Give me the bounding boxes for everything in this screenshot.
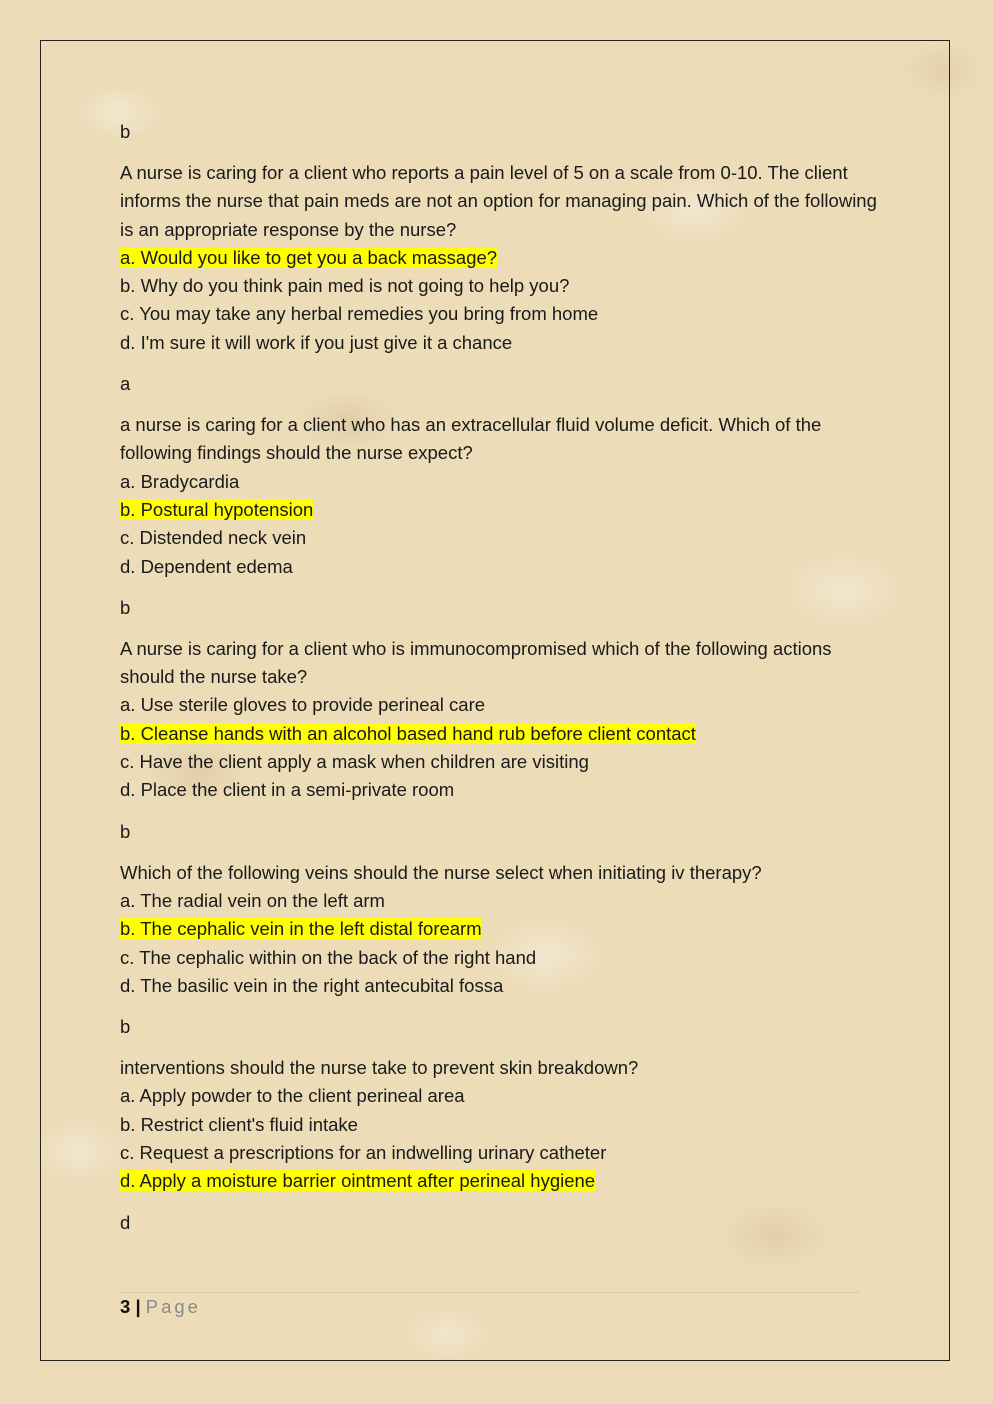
question-block <box>120 635 880 805</box>
answer-line: b <box>120 121 131 142</box>
answer-option <box>120 1167 880 1195</box>
highlighted-option-text: a. Would you like to get you a back massage? <box>120 246 498 268</box>
question-stem: Which of the following veins should the nurse select when initiating iv therapy? <box>120 861 762 883</box>
answer-line: b <box>120 596 131 618</box>
answer-option: d. Dependent edema <box>120 555 293 577</box>
answer-option: d. I'm sure it will work if you just give it a chance <box>120 331 513 353</box>
answer-option <box>120 244 880 272</box>
highlighted-option-text: b. The cephalic vein in the left distal forearm <box>120 918 482 940</box>
question-stem: A nurse is caring for a client who reports a pain level of 5 on a scale from 0-10. The client informs the nurse that pain meds are not an option for managing pain. Which of the following is an appropriate response by the nurse? <box>120 162 877 240</box>
answer-option <box>120 496 880 524</box>
page-footer <box>120 1296 201 1318</box>
footer-divider <box>120 1292 860 1293</box>
question-stem: interventions should the nurse take to prevent skin breakdown? <box>120 1057 639 1079</box>
answer-option: c. Distended neck vein <box>120 527 307 549</box>
page-number: 3 <box>120 1296 131 1317</box>
answer-option: c. Have the client apply a mask when children are visiting <box>120 751 589 773</box>
question-stem: a nurse is caring for a client who has an extracellular fluid volume deficit. Which of the following findings should the nurse expect? <box>120 414 822 464</box>
question-stem: A nurse is caring for a client who is immunocompromised which of the following actions should the nurse take? <box>120 637 832 688</box>
footer-separator: | <box>135 1296 141 1317</box>
answer-option: a. Apply powder to the client perineal area <box>120 1085 465 1107</box>
question-block <box>120 1054 880 1195</box>
page-label: Page <box>145 1296 201 1317</box>
answer-option <box>120 915 880 943</box>
highlighted-option-text: b. Postural hypotension <box>120 498 314 520</box>
highlighted-option-text: b. Cleanse hands with an alcohol based hand rub before client contact <box>120 722 696 744</box>
answer-option: c. You may take any herbal remedies you bring from home <box>120 303 599 325</box>
answer-option: c. Request a prescriptions for an indwelling urinary catheter <box>120 1142 607 1164</box>
answer-option: a. Bradycardia <box>120 470 240 492</box>
answer-option: c. The cephalic within on the back of the right hand <box>120 946 537 968</box>
answer-option: b. Restrict client's fluid intake <box>120 1113 358 1135</box>
answer-line: d <box>120 1211 131 1233</box>
answer-option: b. Why do you think pain med is not going to help you? <box>120 275 570 297</box>
question-block <box>120 859 880 1000</box>
answer-option: a. The radial vein on the left arm <box>120 889 385 911</box>
answer-option: a. Use sterile gloves to provide perineal care <box>120 694 486 716</box>
highlighted-option-text: d. Apply a moisture barrier ointment after perineal hygiene <box>120 1170 596 1192</box>
answer-line: b <box>120 820 131 842</box>
answer-line: b <box>120 1016 131 1038</box>
answer-option: d. The basilic vein in the right antecubital fossa <box>120 974 504 996</box>
question-block <box>120 411 880 581</box>
answer-option: d. Place the client in a semi-private room <box>120 779 455 801</box>
answer-line: a <box>120 373 131 395</box>
document-body <box>120 118 880 1237</box>
answer-option <box>120 720 880 748</box>
question-block <box>120 159 880 357</box>
